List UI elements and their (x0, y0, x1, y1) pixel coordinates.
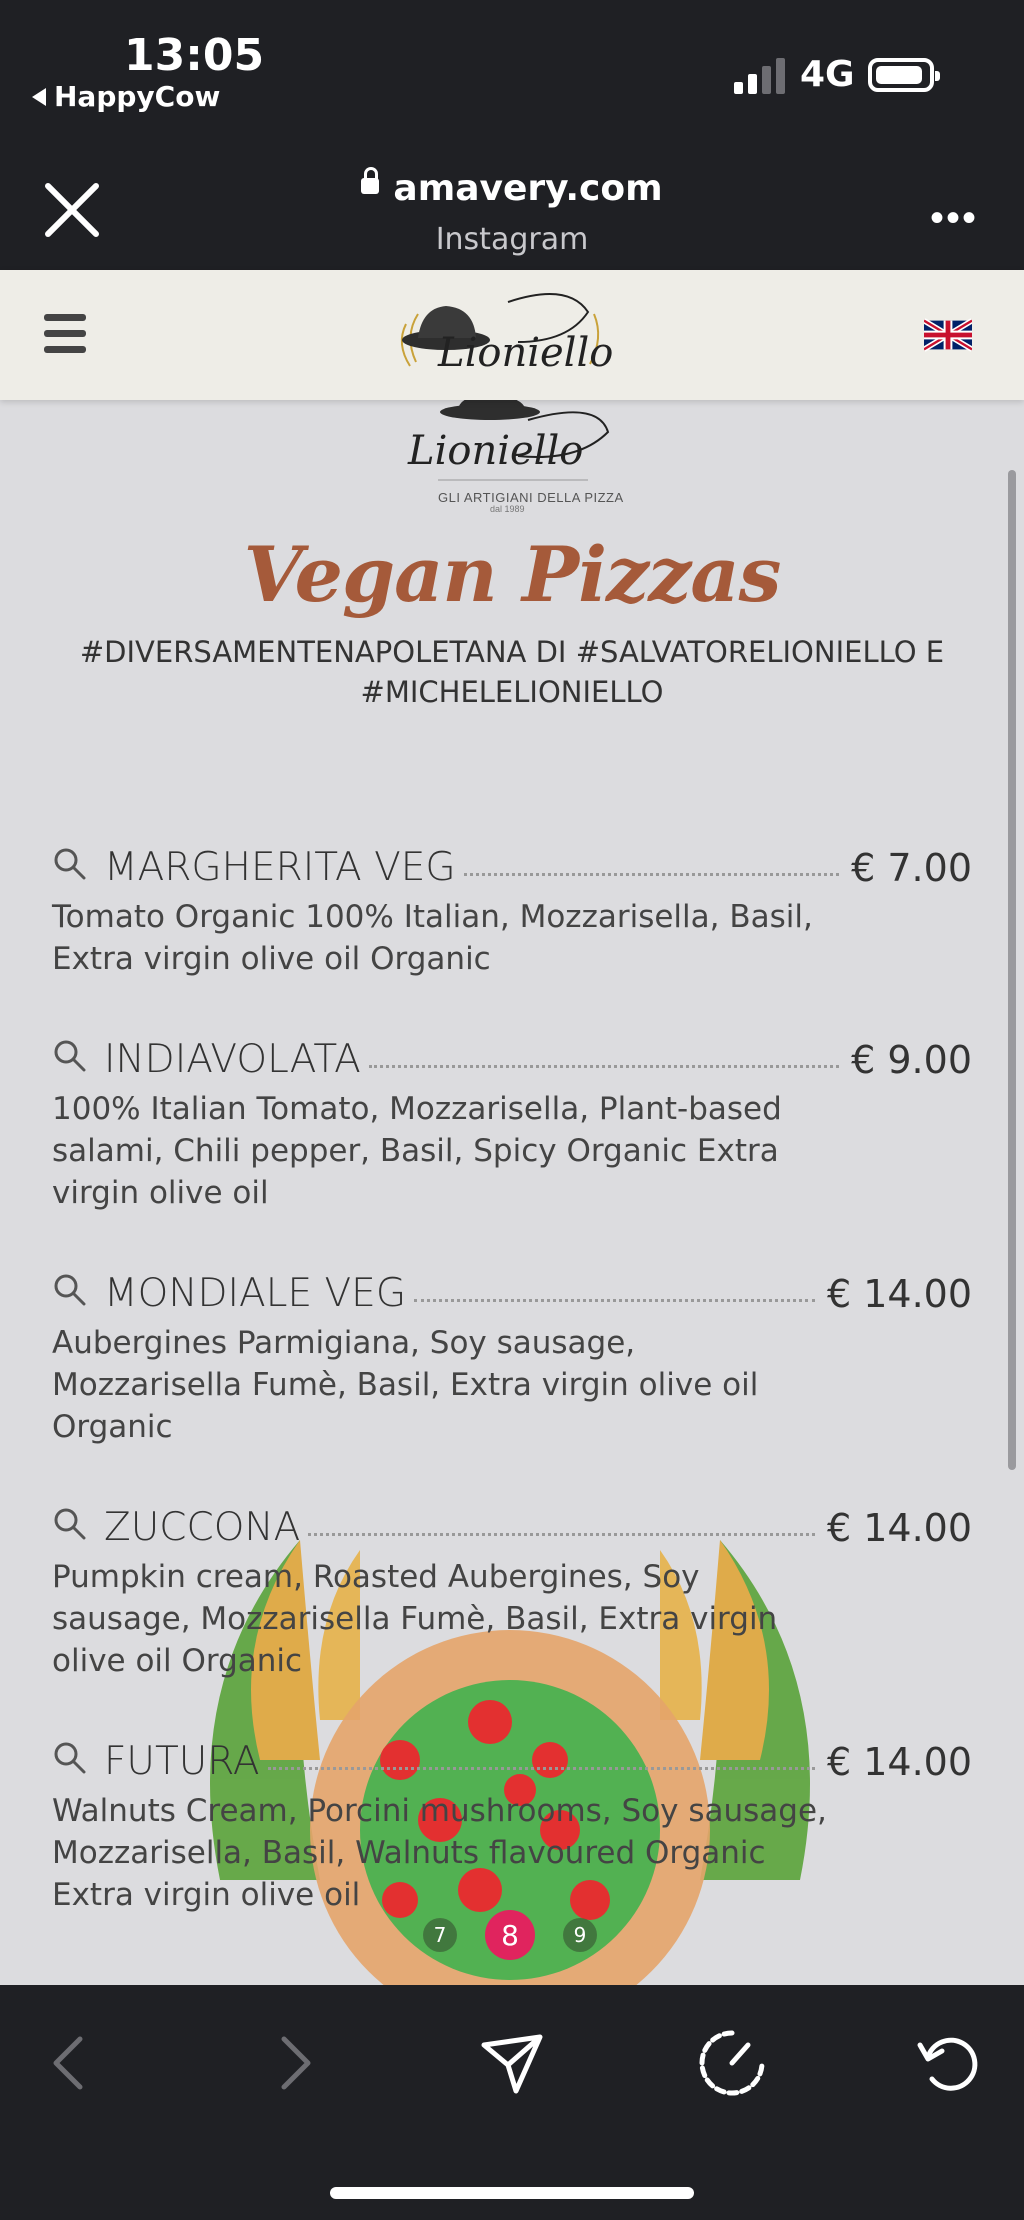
back-triangle-icon (32, 88, 46, 106)
hamburger-menu-icon[interactable] (44, 314, 86, 354)
menu-item-price: € 14.00 (826, 1740, 972, 1784)
more-options-button[interactable]: ••• (930, 196, 979, 240)
pager-next-label: 9 (573, 1923, 587, 1947)
logo-since: dal 1989 (490, 504, 525, 514)
menu-item-name: MONDIALE VEG (104, 1271, 407, 1316)
svg-text:Lioniello: Lioniello (438, 330, 614, 376)
pager-current-label: 8 (501, 1919, 519, 1952)
page-scrollbar[interactable] (1008, 470, 1016, 1470)
menu-item-description: Tomato Organic 100% Italian, Mozzarisella, Basil, Extra virgin olive oil Organic (52, 899, 813, 977)
menu-item-name: ZUCCONA (104, 1505, 301, 1550)
status-time: 13:05 (124, 30, 265, 81)
menu-item[interactable] (52, 1734, 972, 1916)
page-content (0, 400, 1024, 1985)
menu-item-description: Aubergines Parmigiana, Soy sausage, Mozzarisella Fumè, Basil, Extra virgin olive oil Organic (52, 1325, 759, 1445)
page-hashtags: #DIVERSAMENTENAPOLETANA DI #SALVATORELIONIELLO E #MICHELELIONIELLO (79, 635, 945, 709)
menu-item-description: Pumpkin cream, Roasted Aubergines, Soy sausage, Mozzarisella Fumè, Basil, Extra virgin olive oil Organic (52, 1559, 778, 1679)
search-icon[interactable] (52, 1740, 86, 1774)
menu-item-price: € 9.00 (851, 1038, 972, 1082)
logo-tagline: GLI ARTIGIANI DELLA PIZZA (438, 490, 624, 505)
menu-item[interactable] (52, 840, 972, 980)
menu-item[interactable] (52, 1032, 972, 1214)
browser-header (0, 0, 1024, 270)
back-to-app-link[interactable] (32, 80, 220, 113)
cellular-signal-icon (734, 58, 788, 94)
pager-prev-label: 7 (433, 1923, 447, 1947)
menu-item-name: INDIAVOLATA (104, 1037, 361, 1082)
menu-item-price: € 7.00 (851, 846, 972, 890)
browser-source: Instagram (435, 222, 589, 257)
menu-item-price: € 14.00 (826, 1272, 972, 1316)
page-title: Vegan Pizzas (243, 530, 781, 619)
lock-icon (361, 178, 379, 194)
refresh-icon[interactable] (912, 2027, 984, 2099)
dotted-leader (308, 1533, 815, 1536)
share-send-icon[interactable] (476, 2027, 548, 2099)
home-indicator[interactable] (330, 2187, 694, 2199)
menu-item-price: € 14.00 (826, 1506, 972, 1550)
browser-toolbar (0, 1985, 1024, 2220)
dotted-leader (369, 1065, 839, 1068)
address-url[interactable]: amavery.com (0, 168, 1024, 209)
menu-item[interactable] (52, 1266, 972, 1448)
search-icon[interactable] (52, 846, 86, 880)
menu-item-name: MARGHERITA VEG (104, 845, 456, 890)
site-header (0, 270, 1024, 400)
lioniello-logo[interactable] (388, 284, 618, 388)
back-app-label: HappyCow (54, 80, 221, 113)
menu-item-description: 100% Italian Tomato, Mozzarisella, Plant-based salami, Chili pepper, Basil, Spicy Organic Extra virgin olive oil (52, 1091, 782, 1211)
back-arrow-icon[interactable] (36, 2027, 108, 2099)
network-type: 4G (800, 54, 855, 95)
dotted-leader (414, 1299, 815, 1302)
battery-icon (868, 58, 934, 92)
dotted-leader (268, 1767, 815, 1770)
carousel-pager (420, 1910, 610, 1960)
dotted-leader (464, 873, 839, 876)
svg-text:Lioniello: Lioniello (408, 428, 584, 474)
uk-flag-icon[interactable] (924, 318, 972, 352)
menu-item[interactable] (52, 1500, 972, 1682)
search-icon[interactable] (52, 1272, 86, 1306)
search-icon[interactable] (52, 1038, 86, 1072)
forward-arrow-icon[interactable] (256, 2027, 328, 2099)
search-icon[interactable] (52, 1506, 86, 1540)
menu-item-description: Walnuts Cream, Porcini mushrooms, Soy sausage, Mozzarisella, Basil, Walnuts flavoured Organic Extra virgin olive oil (52, 1793, 827, 1913)
speed-gauge-icon[interactable] (696, 2027, 768, 2099)
menu-item-name: FUTURA (104, 1739, 260, 1784)
